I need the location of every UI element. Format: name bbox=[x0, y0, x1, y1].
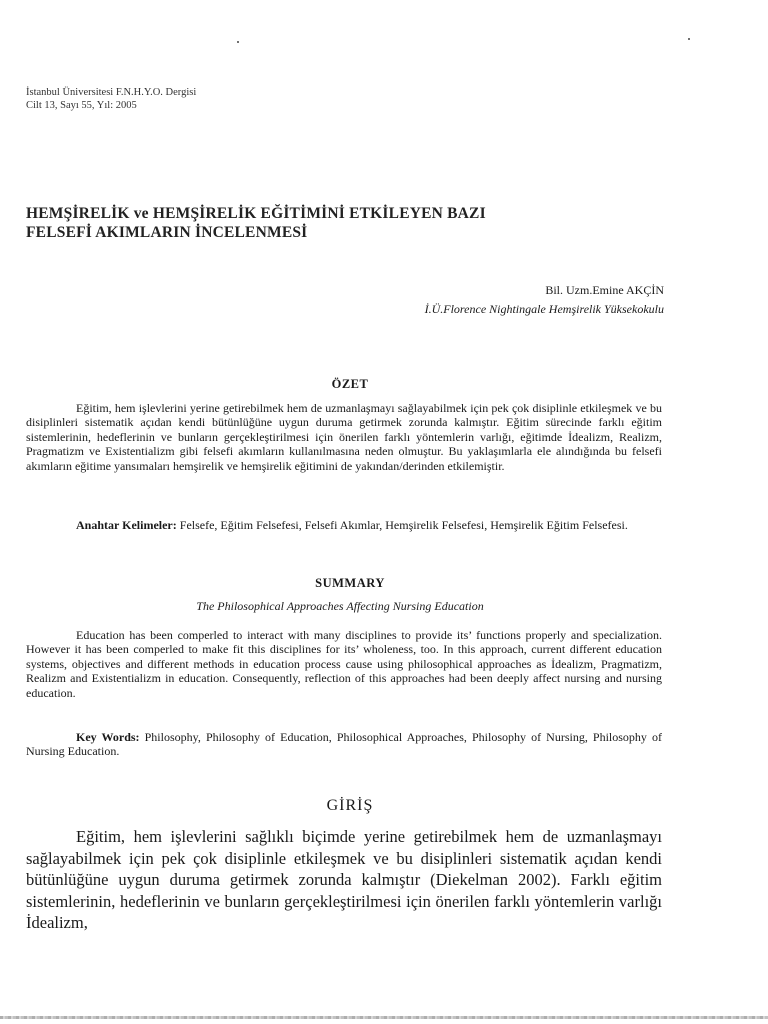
author-affiliation: İ.Ü.Florence Nightingale Hemşirelik Yüksekokulu bbox=[424, 302, 664, 316]
ozet-keywords-label: Anahtar Kelimeler: bbox=[76, 518, 177, 532]
scan-artifact-dot bbox=[237, 41, 239, 43]
summary-keywords bbox=[26, 730, 662, 759]
author-name: Bil. Uzm.Emine AKÇİN bbox=[545, 283, 664, 297]
giris-body bbox=[26, 826, 662, 934]
title-line-2: FELSEFİ AKIMLARIN İNCELENMESİ bbox=[26, 224, 308, 241]
ozet-abstract bbox=[26, 401, 662, 473]
summary-abstract bbox=[26, 628, 662, 700]
scan-bottom-edge bbox=[0, 1016, 768, 1019]
summary-subtitle: The Philosophical Approaches Affecting Nursing Education bbox=[196, 599, 484, 613]
title-line-1: HEMŞİRELİK ve HEMŞİRELİK EĞİTİMİNİ ETKİLEYEN BAZI bbox=[26, 205, 486, 222]
summary-heading: SUMMARY bbox=[315, 576, 385, 590]
ozet-heading: ÖZET bbox=[331, 377, 369, 391]
ozet-text: Eğitim, hem işlevlerini yerine getirebilmek hem de uzmanlaşmayı sağlayabilmek için pek çok disiplinle etkileşmek ve bu disiplinleri sistematik açıdan kendi bütünlüğüne uygun duruma getirmek zorunda kalmıştır. Eğitim sürecinde farklı eğitim sistemlerinin, hedeflerinin ve bunların gerçekleştirilmesi için önerilen farklı yöntemlerin varlığı, eğitimde İdealizm, Realizm, Pragmatizm ve Existentializm gibi felsefi akımların kullanılmasına neden olmuştur. Bu yaklaşımlarla ele alındığında bu felsefi akımların eğitime yansımaları hemşirelik ve hemşirelik eğitimini de yakından/derinden etkilemiştir. bbox=[26, 401, 662, 473]
summary-keywords-text: Philosophy, Philosophy of Education, Philosophical Approaches, Philosophy of Nursing, Philosophy of Nursing Education. bbox=[26, 730, 662, 759]
journal-volume: Cilt 13, Sayı 55, Yıl: 2005 bbox=[26, 100, 137, 111]
ozet-keywords-text: Felsefe, Eğitim Felsefesi, Felsefi Akımlar, Hemşirelik Felsefesi, Hemşirelik Eğitim Felsefesi. bbox=[179, 518, 628, 532]
giris-text: Eğitim, hem işlevlerini sağlıklı biçimde yerine getirebilmek hem de uzmanlaşmayı sağlayabilmek için pek çok disiplinle etkileşmek ve bu disiplinleri sistematik açıdan kendi bütünlüğüne uygun duruma getirmek zorunda kalmıştır (Diekelman 2002). Farklı eğitim sistemlerinin, hedeflerinin ve bunların gerçekleştirilmesi için önerilen farklı yöntemlerin varlığı İdealizm, bbox=[26, 827, 662, 932]
summary-keywords-label: Key Words: bbox=[76, 730, 140, 744]
journal-name: İstanbul Üniversitesi F.N.H.Y.O. Dergisi bbox=[26, 87, 197, 98]
scan-artifact-dot bbox=[688, 38, 690, 40]
ozet-keywords bbox=[26, 518, 662, 532]
article-title bbox=[26, 204, 746, 242]
summary-text: Education has been comperled to interact with many disciplines to provide its’ functions properly and specialization. However it has been comperled to make fit this disciplines for its’ wholeness, too. In this approach, current different education systems, objectives and different methods in education process cause using philosophical approaches as İdealizm, Pragmatizm, Realizm and Existentializm in education. Consequently, reflection of this approaches had been deeply affect nursing and nursing education. bbox=[26, 628, 662, 700]
giris-heading: GİRİŞ bbox=[326, 797, 374, 814]
journal-info bbox=[26, 86, 196, 112]
